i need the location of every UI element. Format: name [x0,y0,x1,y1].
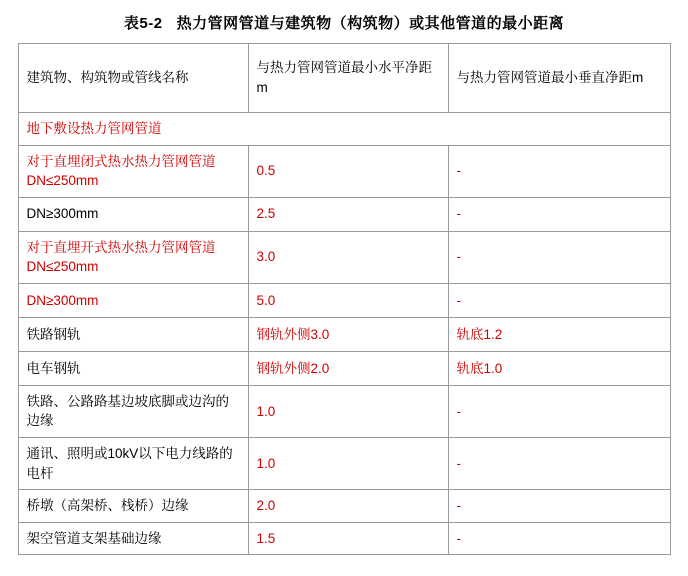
row-vertical-value: - [448,283,670,317]
table-row [18,351,670,385]
section-label: 地下敷设热力管网管道 [18,113,670,146]
row-vertical-value: - [448,197,670,231]
row-label: DN≥300mm [18,283,248,317]
column-header-horizontal: 与热力管网管道最小水平净距m [248,44,448,113]
page-title [0,0,688,43]
table-row [18,317,670,351]
row-label: 架空管道支架基础边缘 [18,522,248,555]
row-vertical-value: - [448,490,670,523]
row-horizontal-value: 1.0 [248,437,448,489]
row-label: 电车钢轨 [18,351,248,385]
row-label: 对于直埋开式热水热力管网管道DN≤250mm [18,231,248,283]
row-horizontal-value: 钢轨外侧2.0 [248,351,448,385]
column-header-vertical: 与热力管网管道最小垂直净距m [448,44,670,113]
row-label: 桥墩（高架桥、栈桥）边缘 [18,490,248,523]
table-header [18,44,670,113]
row-label: 对于直埋闭式热水热力管网管道DN≤250mm [18,145,248,197]
row-horizontal-value: 0.5 [248,145,448,197]
table-number: 表5-2 [123,15,163,32]
row-vertical-value: - [448,437,670,489]
row-label: 通讯、照明或10kV以下电力线路的电杆 [18,437,248,489]
row-label: 铁路、公路路基边坡底脚或边沟的边缘 [18,385,248,437]
row-label: 铁路钢轨 [18,317,248,351]
row-vertical-value: 轨底1.2 [448,317,670,351]
table-row [18,490,670,523]
table-body [18,113,670,555]
table-row [18,283,670,317]
row-horizontal-value: 钢轨外侧3.0 [248,317,448,351]
row-horizontal-value: 1.0 [248,385,448,437]
row-label: DN≥300mm [18,197,248,231]
column-header-name: 建筑物、构筑物或管线名称 [18,44,248,113]
row-vertical-value: - [448,522,670,555]
table-header-row [18,44,670,113]
table-row [18,385,670,437]
table-row [18,145,670,197]
row-horizontal-value: 2.5 [248,197,448,231]
table-row [18,437,670,489]
row-horizontal-value: 5.0 [248,283,448,317]
table-row [18,113,670,146]
table-row [18,231,670,283]
table-row [18,522,670,555]
row-vertical-value: 轨底1.0 [448,351,670,385]
row-vertical-value: - [448,231,670,283]
row-horizontal-value: 2.0 [248,490,448,523]
table-row [18,197,670,231]
row-vertical-value: - [448,385,670,437]
row-vertical-value: - [448,145,670,197]
row-horizontal-value: 1.5 [248,522,448,555]
minimum-distance-table [18,43,671,555]
row-horizontal-value: 3.0 [248,231,448,283]
table-title-text: 热力管网管道与建筑物（构筑物）或其他管道的最小距离 [176,15,565,32]
